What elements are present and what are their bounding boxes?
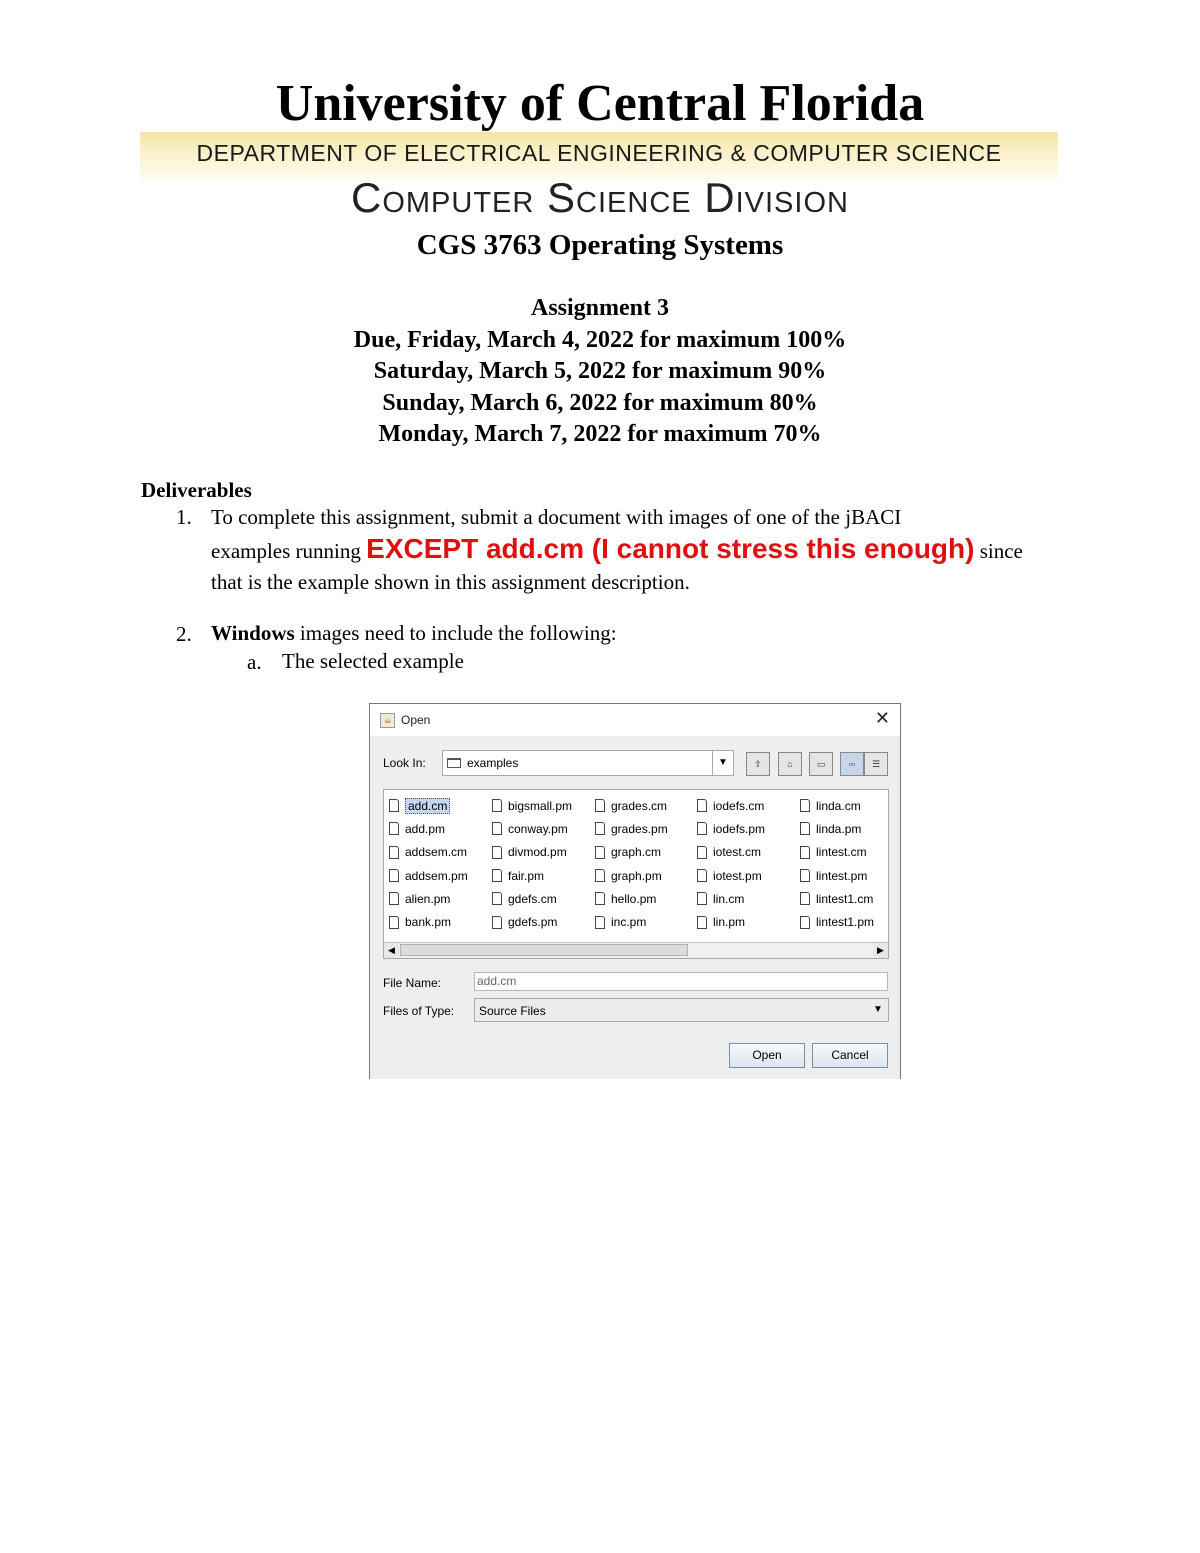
file-item[interactable] [697,841,765,864]
scrollbar-thumb[interactable] [400,944,688,956]
files-of-type-combo[interactable] [474,998,889,1022]
item-1-line-2-end: since [974,539,1023,563]
file-icon [697,869,707,882]
file-item[interactable] [389,864,468,887]
file-name: inc.pm [611,915,647,930]
file-column-2 [492,794,572,934]
file-name: divmod.pm [508,845,567,860]
file-item[interactable] [800,887,874,910]
look-in-combo[interactable] [442,750,734,776]
file-icon [595,799,605,812]
file-item[interactable] [800,817,874,840]
file-name: lintest.cm [816,845,867,860]
file-name: grades.pm [611,821,668,836]
file-icon [800,799,810,812]
course-title: CGS 3763 Operating Systems [416,229,784,261]
file-item[interactable] [595,841,668,864]
file-name: linda.pm [816,821,862,836]
file-item[interactable] [492,817,572,840]
deliverables-heading: Deliverables [141,478,252,502]
assignment-block [0,293,1200,451]
file-item[interactable] [595,794,668,817]
file-name: lin.pm [713,915,746,930]
file-icon [389,822,399,835]
file-name: iotest.cm [713,845,762,860]
file-icon [697,799,707,812]
file-name: iotest.pm [713,868,762,883]
department-name: DEPARTMENT OF ELECTRICAL ENGINEERING & COMPUTER SCIENCE [196,140,1002,166]
file-item[interactable] [697,910,765,933]
file-icon [697,822,707,835]
file-name: addsem.cm [405,845,468,860]
item-1-number: 1. [176,505,192,529]
list-view-icon[interactable]: ▫▫ [840,752,864,776]
scroll-left-icon[interactable]: ◀ [384,943,399,958]
file-name: add.cm [405,798,450,814]
file-name: graph.cm [611,845,662,860]
file-name: gdefs.cm [508,891,557,906]
file-name: addsem.pm [405,868,468,883]
open-file-dialog [369,703,901,1079]
new-folder-icon[interactable]: ▭ [809,752,833,776]
cancel-button[interactable]: Cancel [812,1043,888,1068]
file-name: graph.pm [611,868,662,883]
file-icon [595,892,605,905]
file-item[interactable] [389,817,468,840]
file-icon [800,892,810,905]
file-item[interactable] [697,817,765,840]
item-2-text [211,618,1071,649]
item-1-line-2-start: examples running [211,539,367,563]
file-list[interactable] [383,789,889,959]
file-icon [595,869,605,882]
horizontal-scrollbar[interactable] [384,942,888,958]
file-icon [697,892,707,905]
file-item[interactable] [800,841,874,864]
file-icon [492,822,502,835]
file-icon [697,916,707,929]
dialog-titlebar [370,704,900,736]
file-icon [800,822,810,835]
university-title: University of Central Florida [275,75,925,132]
file-icon [492,799,502,812]
file-name: fair.pm [508,868,545,883]
file-item[interactable] [389,841,468,864]
file-item[interactable] [697,887,765,910]
item-1-line-3: that is the example shown in this assignment description. [211,570,690,594]
file-name: grades.cm [611,798,668,813]
up-folder-icon[interactable]: ⇧ [746,752,770,776]
home-icon[interactable]: ⌂ [778,752,802,776]
file-icon [800,916,810,929]
file-icon [389,869,399,882]
item-1-emphasis: EXCEPT add.cm (I cannot stress this enough) [366,533,975,564]
file-column-1 [389,794,468,934]
file-name-input[interactable]: add.cm [474,972,888,991]
file-item[interactable] [389,887,468,910]
file-icon [389,916,399,929]
file-icon [595,822,605,835]
file-icon [492,869,502,882]
file-icon [800,846,810,859]
file-icon [595,916,605,929]
file-name: add.pm [405,821,446,836]
scroll-right-icon[interactable]: ▶ [873,943,888,958]
file-item[interactable] [800,864,874,887]
file-name: bank.pm [405,915,452,930]
file-item[interactable] [492,887,572,910]
item-2-bold-word: Windows [211,621,295,645]
file-item[interactable] [595,887,668,910]
file-icon [389,892,399,905]
item-2a-letter: a. [247,650,262,674]
file-name: conway.pm [508,821,568,836]
due-line-3: Sunday, March 6, 2022 for maximum 80% [382,389,818,416]
close-icon[interactable]: ✕ [874,708,890,728]
file-icon [492,846,502,859]
file-item[interactable] [697,864,765,887]
file-icon [492,892,502,905]
item-2a-text: The selected example [282,649,464,673]
item-1-line-2 [211,533,1071,567]
item-1-text [211,502,1071,598]
file-icon [389,799,399,812]
open-button[interactable]: Open [729,1043,805,1068]
file-name: iodefs.cm [713,798,765,813]
chevron-down-icon[interactable]: ▼ [873,1004,883,1015]
look-in-label: Look In: [383,756,426,770]
file-name: lintest.pm [816,868,868,883]
due-line-4: Monday, March 7, 2022 for maximum 70% [378,421,822,447]
files-of-type-value: Source Files [479,1004,546,1018]
file-item[interactable] [595,910,668,933]
item-2-number: 2. [176,622,192,646]
file-item[interactable] [492,794,572,817]
file-name: hello.pm [611,891,657,906]
file-name: iodefs.pm [713,821,766,836]
chevron-down-icon[interactable]: ▼ [712,751,733,775]
assignment-title: Assignment 3 [530,295,669,321]
dialog-title: Open [401,713,431,727]
file-icon [595,846,605,859]
file-icon [697,846,707,859]
java-app-icon: ☕ [380,713,395,728]
due-line-1: Due, Friday, March 4, 2022 for maximum 100% [353,326,847,353]
file-column-4 [697,794,765,934]
file-column-3 [595,794,668,934]
division-name: Computer Science Division [351,174,849,221]
file-column-5 [800,794,874,934]
file-item[interactable] [492,841,572,864]
due-line-2: Saturday, March 5, 2022 for maximum 90% [373,358,827,384]
file-name: alien.pm [405,891,451,906]
item-1-line-1: To complete this assignment, submit a document with images of one of the jBACI [211,505,902,529]
file-item[interactable] [492,910,572,933]
file-name: lintest1.cm [816,891,874,906]
file-name: bigsmall.pm [508,798,573,813]
file-item[interactable] [800,794,874,817]
file-name: lintest1.pm [816,915,875,930]
look-in-value: examples [467,756,519,770]
folder-icon [447,758,461,768]
file-icon [492,916,502,929]
file-name-label: File Name: [383,976,442,990]
file-icon [800,869,810,882]
file-item[interactable] [800,910,874,933]
file-item[interactable] [389,910,468,933]
file-item[interactable] [595,864,668,887]
file-item[interactable] [697,794,765,817]
file-item[interactable] [595,817,668,840]
file-name: gdefs.pm [508,915,558,930]
item-2-rest: images need to include the following: [294,621,617,645]
file-item[interactable] [492,864,572,887]
files-of-type-label: Files of Type: [383,1004,455,1018]
file-name: linda.cm [816,798,861,813]
file-name: lin.cm [713,891,745,906]
file-icon [389,846,399,859]
details-view-icon[interactable]: ☰ [864,752,888,776]
file-item[interactable] [389,794,468,817]
